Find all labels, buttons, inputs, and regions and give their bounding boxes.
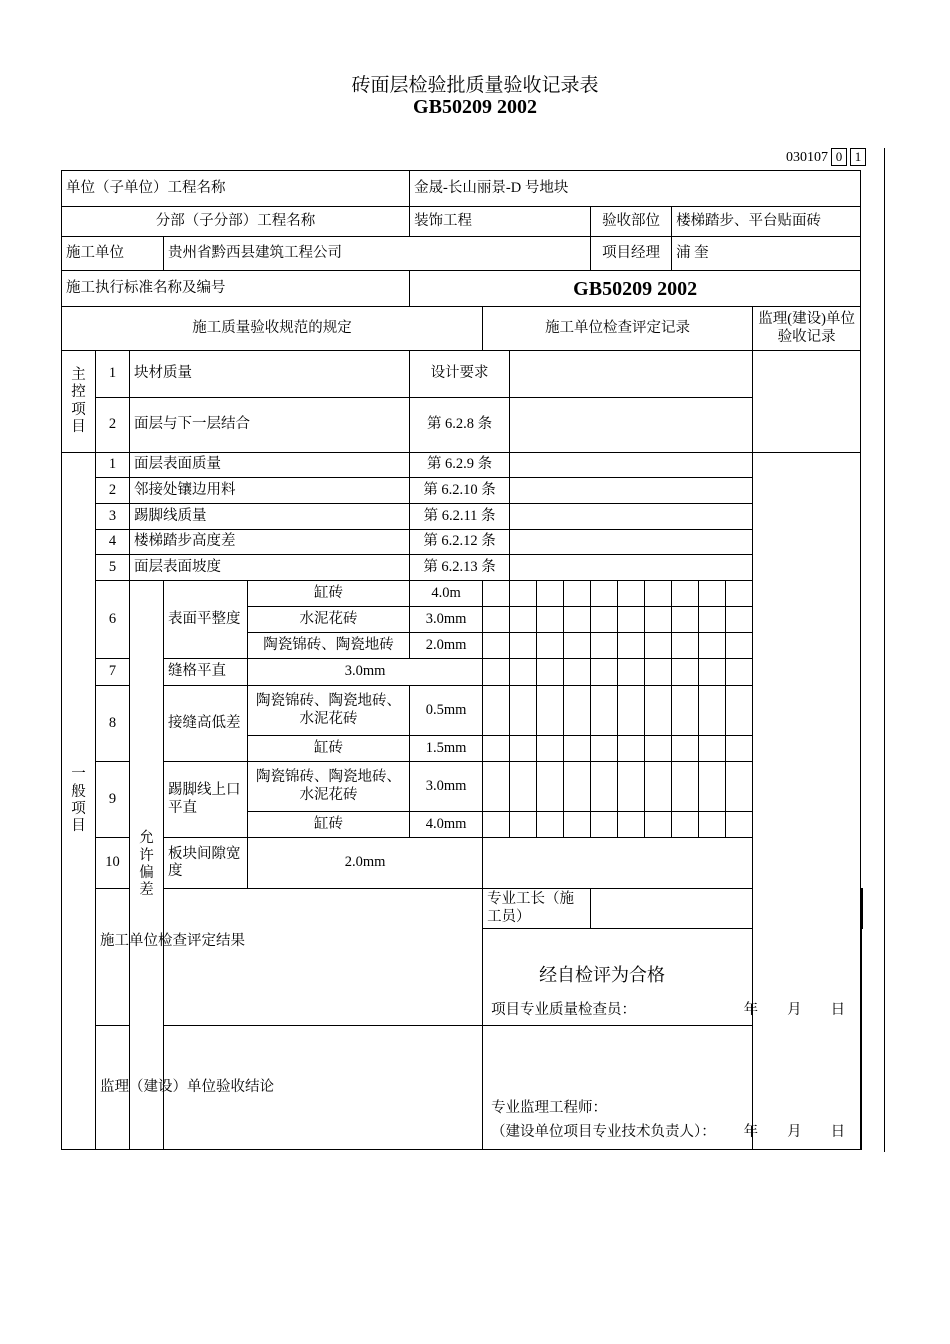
main-supervision-cell[interactable] xyxy=(753,351,861,453)
measure-cell[interactable] xyxy=(699,633,726,659)
inspector-label: 项目专业质量检查员： xyxy=(491,1002,637,1018)
result-body xyxy=(483,929,862,1026)
subproject-label: 分部（子分部）工程名称 xyxy=(62,207,410,237)
contractor-value: 贵州省黔西县建筑工程公司 xyxy=(164,237,591,271)
measure-cell[interactable] xyxy=(483,581,510,607)
measure-cell[interactable] xyxy=(591,686,618,736)
result-date: 年 月 日 xyxy=(743,1002,846,1018)
measure-cell[interactable] xyxy=(483,607,510,633)
team-value[interactable] xyxy=(862,889,863,929)
measure-cell[interactable] xyxy=(591,762,618,812)
measure-cell[interactable] xyxy=(672,736,699,762)
tol-item-no: 6 xyxy=(96,581,130,659)
tol-item-no: 7 xyxy=(96,659,130,686)
measure-cell[interactable] xyxy=(537,659,564,686)
tol-material: 缸砖 xyxy=(248,812,410,838)
supervision-label: 监理（建设）单位验收结论 xyxy=(96,1026,483,1150)
measure-cell[interactable] xyxy=(672,812,699,838)
measure-cell[interactable] xyxy=(645,686,672,736)
measure-cell[interactable] xyxy=(591,607,618,633)
tol-material: 水泥花砖 xyxy=(248,607,410,633)
measure-cell[interactable] xyxy=(699,607,726,633)
general-item-name: 楼梯踏步高度差 xyxy=(130,530,410,555)
measure-cell[interactable] xyxy=(510,581,537,607)
general-item-req: 第 6.2.10 条 xyxy=(410,478,510,504)
measure-cell[interactable] xyxy=(699,659,726,686)
project-name-value: 金晟-长山丽景-D 号地块 xyxy=(410,171,861,207)
tol-value: 4.0m xyxy=(410,581,483,607)
tol-material: 陶瓷锦砖、陶瓷地砖、水泥花砖 xyxy=(248,762,410,812)
tol-item-name: 踢脚线上口平直 xyxy=(164,762,248,838)
general-item-check[interactable] xyxy=(510,555,753,581)
main-item-check[interactable] xyxy=(510,351,753,398)
tol-item-name: 板块间隙宽度 xyxy=(164,838,248,889)
standard-value: GB50209 2002 xyxy=(410,271,861,307)
measure-cell[interactable] xyxy=(537,581,564,607)
general-item-req: 第 6.2.13 条 xyxy=(410,555,510,581)
measure-cell[interactable] xyxy=(510,633,537,659)
measure-cell[interactable] xyxy=(645,581,672,607)
manager-value: 浦 奎 xyxy=(672,237,861,271)
measure-cell[interactable] xyxy=(672,686,699,736)
measure-cell[interactable] xyxy=(510,686,537,736)
tol-material: 缸砖 xyxy=(248,581,410,607)
measure-cell[interactable] xyxy=(537,736,564,762)
result-conclusion: 经自检评为合格 xyxy=(539,965,666,985)
measure-cell[interactable] xyxy=(726,607,753,633)
measure-cell[interactable] xyxy=(510,762,537,812)
form-code-number: 030107 xyxy=(786,150,828,165)
measure-cell[interactable] xyxy=(618,686,645,736)
tol-item-no: 10 xyxy=(96,838,130,889)
form-code xyxy=(786,148,866,166)
main-item-name: 块材质量 xyxy=(130,351,410,398)
measure-cell[interactable] xyxy=(537,607,564,633)
supervision-body xyxy=(483,1026,862,1150)
measure-cell[interactable] xyxy=(618,659,645,686)
engineer-label: 专业监理工程师： xyxy=(491,1100,608,1116)
measure-cell[interactable] xyxy=(645,762,672,812)
measure-cell[interactable] xyxy=(618,812,645,838)
general-item-name: 踢脚线质量 xyxy=(130,504,410,530)
measure-cell[interactable] xyxy=(645,607,672,633)
measure-cell[interactable] xyxy=(618,633,645,659)
general-item-check[interactable] xyxy=(510,478,753,504)
measure-cell[interactable] xyxy=(483,762,510,812)
measure-cell[interactable] xyxy=(564,762,591,812)
measure-cell[interactable] xyxy=(510,607,537,633)
tol-value: 3.0mm xyxy=(410,762,483,812)
measure-cell[interactable] xyxy=(537,762,564,812)
tol-value: 2.0mm xyxy=(248,838,483,889)
measure-cell[interactable] xyxy=(591,812,618,838)
tol-value: 2.0mm xyxy=(410,633,483,659)
general-item-req: 第 6.2.9 条 xyxy=(410,453,510,478)
measure-cell[interactable] xyxy=(564,633,591,659)
general-item-no: 1 xyxy=(96,453,130,478)
main-control-label: 主 控 项 目 xyxy=(62,351,96,453)
project-name-label: 单位（子单位）工程名称 xyxy=(62,171,410,207)
part-value: 楼梯踏步、平台贴面砖 xyxy=(672,207,861,237)
tol-value: 3.0mm xyxy=(248,659,483,686)
measure-cell[interactable] xyxy=(618,762,645,812)
measure-cell[interactable] xyxy=(726,736,753,762)
tol-value: 4.0mm xyxy=(410,812,483,838)
measure-cell[interactable] xyxy=(726,659,753,686)
measure-cell[interactable] xyxy=(564,581,591,607)
measure-cell[interactable] xyxy=(591,659,618,686)
measure-cell[interactable] xyxy=(726,633,753,659)
general-item-check[interactable] xyxy=(510,453,753,478)
form-standard: GB50209 2002 xyxy=(413,96,537,118)
measure-cell[interactable] xyxy=(510,812,537,838)
measure-cell[interactable] xyxy=(510,659,537,686)
measure-cell[interactable] xyxy=(645,812,672,838)
measure-cell[interactable] xyxy=(564,659,591,686)
col-header-check: 施工单位检查评定记录 xyxy=(483,307,753,351)
code-box-2: 1 xyxy=(850,148,866,166)
main-item-check[interactable] xyxy=(510,398,753,453)
general-item-check[interactable] xyxy=(510,530,753,555)
form-title: 砖面层检验批质量验收记录表 xyxy=(351,74,599,96)
measure-cell[interactable] xyxy=(591,633,618,659)
tol-value: 1.5mm xyxy=(410,736,483,762)
tol-value: 0.5mm xyxy=(410,686,483,736)
measure-cell[interactable] xyxy=(483,686,510,736)
supervision-date: 年 月 日 xyxy=(743,1124,846,1140)
general-item-name: 邻接处镶边用料 xyxy=(130,478,410,504)
tol-material: 陶瓷锦砖、陶瓷地砖、水泥花砖 xyxy=(248,686,410,736)
measure-cell[interactable] xyxy=(537,686,564,736)
tol-item-name: 缝格平直 xyxy=(164,659,248,686)
main-item-req: 设计要求 xyxy=(410,351,510,398)
measure-cell[interactable] xyxy=(672,633,699,659)
measure-cell[interactable] xyxy=(564,607,591,633)
measure-cell[interactable] xyxy=(537,633,564,659)
tol-item-name: 接缝高低差 xyxy=(164,686,248,762)
measure-cell[interactable] xyxy=(672,581,699,607)
general-item-no: 5 xyxy=(96,555,130,581)
general-item-no: 4 xyxy=(96,530,130,555)
measure-cell[interactable] xyxy=(618,581,645,607)
main-item-no: 1 xyxy=(96,351,130,398)
measure-cell[interactable] xyxy=(483,736,510,762)
standard-label: 施工执行标准名称及编号 xyxy=(62,271,410,307)
right-margin-line xyxy=(884,148,885,1152)
measure-cell[interactable] xyxy=(672,607,699,633)
tolerance-label: 允 许 偏 差 xyxy=(130,581,164,1150)
result-label: 施工单位检查评定结果 xyxy=(96,889,483,1026)
measure-cell[interactable] xyxy=(591,581,618,607)
tol-value: 3.0mm xyxy=(410,607,483,633)
measure-cell[interactable] xyxy=(699,762,726,812)
subproject-value: 装饰工程 xyxy=(410,207,591,237)
measure-cell[interactable] xyxy=(699,812,726,838)
main-item-name: 面层与下一层结合 xyxy=(130,398,410,453)
measure-cell[interactable] xyxy=(564,686,591,736)
measure-cell[interactable] xyxy=(483,633,510,659)
owner-label: （建设单位项目专业技术负责人）： xyxy=(491,1124,716,1140)
measure-cell[interactable] xyxy=(564,812,591,838)
measure-cell[interactable] xyxy=(564,736,591,762)
foreman-value[interactable] xyxy=(591,889,753,929)
tol-item-no: 9 xyxy=(96,762,130,838)
measure-cell[interactable] xyxy=(645,633,672,659)
measure-cell[interactable] xyxy=(699,736,726,762)
measure-cell[interactable] xyxy=(672,762,699,812)
general-item-name: 面层表面质量 xyxy=(130,453,410,478)
measure-cell[interactable] xyxy=(645,736,672,762)
measure-cell[interactable] xyxy=(591,736,618,762)
main-item-req: 第 6.2.8 条 xyxy=(410,398,510,453)
general-item-no: 3 xyxy=(96,504,130,530)
manager-label: 项目经理 xyxy=(591,237,672,271)
general-label: 一 般 项 目 xyxy=(62,453,96,1150)
measure-cell[interactable] xyxy=(699,581,726,607)
measure-cell[interactable] xyxy=(618,736,645,762)
measure-cell[interactable] xyxy=(483,659,510,686)
measure-cell[interactable] xyxy=(510,736,537,762)
general-item-req: 第 6.2.12 条 xyxy=(410,530,510,555)
foreman-label: 专业工长（施工员） xyxy=(483,889,591,929)
contractor-label: 施工单位 xyxy=(62,237,164,271)
measure-cell[interactable] xyxy=(726,762,753,812)
tol-item-name: 表面平整度 xyxy=(164,581,248,659)
main-item-no: 2 xyxy=(96,398,130,453)
measure-cell[interactable] xyxy=(726,686,753,736)
measure-cell[interactable] xyxy=(537,812,564,838)
part-label: 验收部位 xyxy=(591,207,672,237)
measure-cell[interactable] xyxy=(672,659,699,686)
measure-cell[interactable] xyxy=(618,607,645,633)
general-item-check[interactable] xyxy=(510,504,753,530)
inspection-form xyxy=(61,170,863,1150)
col-header-spec: 施工质量验收规范的规定 xyxy=(62,307,483,351)
measure-cell[interactable] xyxy=(726,581,753,607)
measure-cell[interactable] xyxy=(483,838,753,889)
tol-material: 缸砖 xyxy=(248,736,410,762)
general-item-name: 面层表面坡度 xyxy=(130,555,410,581)
tol-material: 陶瓷锦砖、陶瓷地砖 xyxy=(248,633,410,659)
measure-cell[interactable] xyxy=(726,812,753,838)
general-item-req: 第 6.2.11 条 xyxy=(410,504,510,530)
measure-cell[interactable] xyxy=(645,659,672,686)
measure-cell[interactable] xyxy=(699,686,726,736)
measure-cell[interactable] xyxy=(483,812,510,838)
code-box-1: 0 xyxy=(831,148,847,166)
col-header-supervision: 监理(建设)单位验收记录 xyxy=(753,307,861,351)
general-item-no: 2 xyxy=(96,478,130,504)
tol-item-no: 8 xyxy=(96,686,130,762)
